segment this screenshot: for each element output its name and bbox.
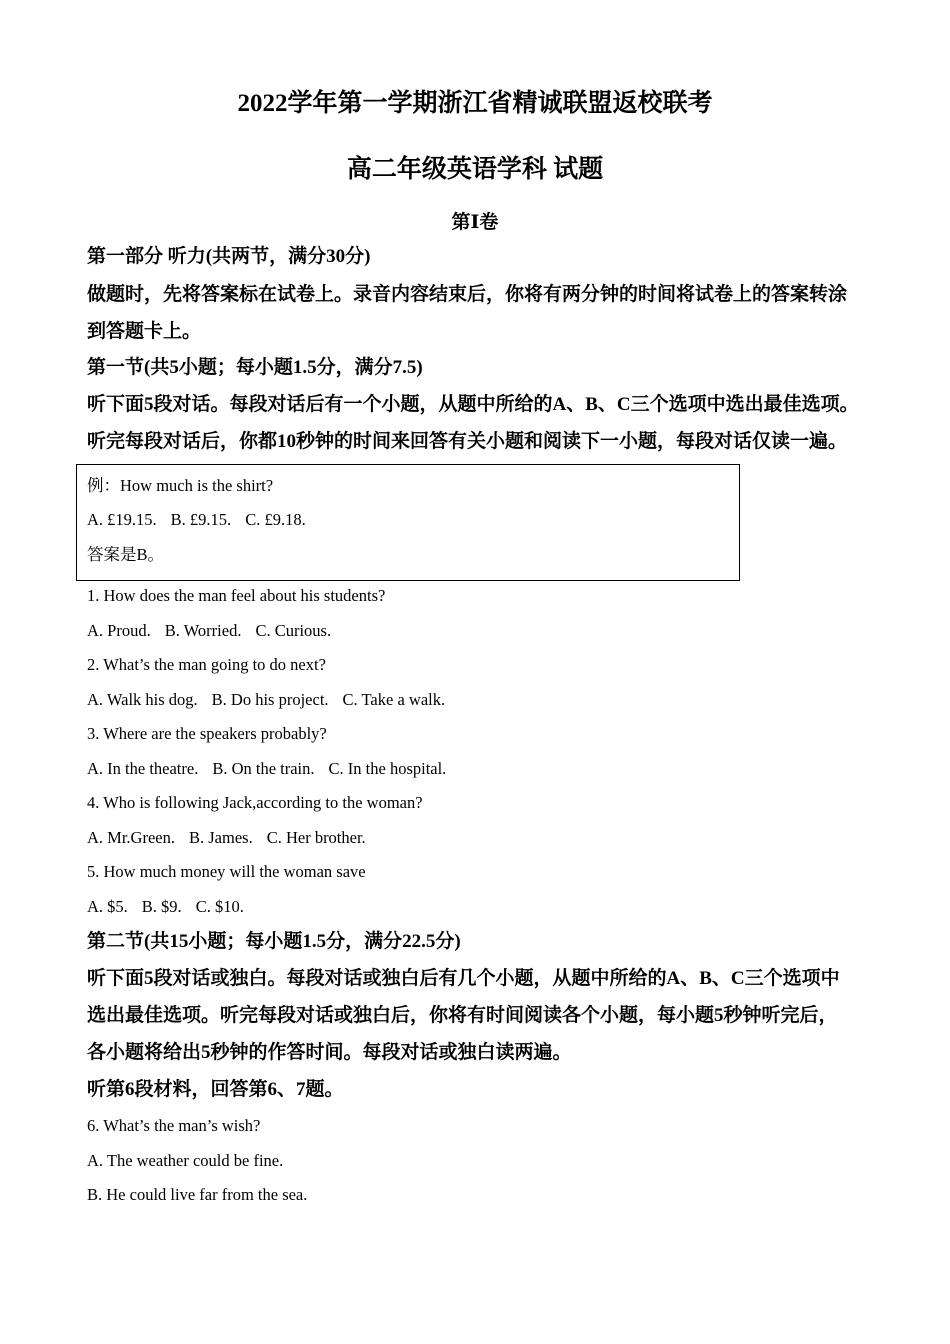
part1-instruction-line2: 到答题卡上。 (87, 321, 202, 342)
question-stem: 2. What’s the man going to do next? (87, 655, 326, 674)
option: A. In the theatre. (87, 759, 199, 778)
question-stem: 6. What’s the man’s wish? (87, 1116, 261, 1135)
option: A. $5. (87, 897, 128, 916)
option: C. £9.18. (245, 510, 306, 529)
section2-heading: 第二节(共15小题；每小题1.5分，满分22.5分) (87, 931, 461, 952)
part1-heading: 第一部分 听力(共两节，满分30分) (87, 246, 371, 267)
section2-instruction-line1: 听下面5段对话或独白。每段对话或独白后有几个小题，从题中所给的A、B、C三个选项中 (87, 968, 840, 989)
question-options (87, 827, 366, 849)
option: C. $10. (195, 897, 244, 916)
example-answer: 答案是B。 (87, 545, 165, 564)
option: B. James. (188, 828, 253, 847)
question-stem: 4. Who is following Jack,according to the woman? (87, 793, 423, 812)
question-options (87, 758, 446, 780)
section1-instruction-line2: 听完每段对话后，你都10秒钟的时间来回答有关小题和阅读下一小题，每段对话仅读一遍。 (87, 431, 848, 452)
option: B. £9.15. (170, 510, 232, 529)
question-option: A. The weather could be fine. (87, 1151, 284, 1170)
example-options (87, 509, 306, 531)
option: C. Take a walk. (342, 690, 446, 709)
question-option: B. He could live far from the sea. (87, 1185, 308, 1204)
question-options (87, 896, 244, 918)
option: C. Her brother. (266, 828, 366, 847)
exam-subtitle: 高二年级英语学科 试题 (346, 156, 604, 183)
question-stem: 5. How much money will the woman save (87, 862, 366, 881)
section1-instruction-line1: 听下面5段对话。每段对话后有一个小题，从题中所给的A、B、C三个选项中选出最佳选项。 (87, 394, 859, 415)
option: B. On the train. (212, 759, 315, 778)
option: A. Walk his dog. (87, 690, 198, 709)
option: B. Worried. (164, 621, 242, 640)
option: A. Mr.Green. (87, 828, 175, 847)
example-question: 例：How much is the shirt? (87, 476, 274, 495)
section2-instruction-line3: 各小题将给出5秒钟的作答时间。每段对话或独白读两遍。 (87, 1042, 572, 1063)
section1-heading: 第一节(共5小题；每小题1.5分，满分7.5) (87, 357, 423, 378)
option: C. Curious. (255, 621, 332, 640)
question-options (87, 689, 445, 711)
option: A. Proud. (87, 621, 151, 640)
exam-title: 2022学年第一学期浙江省精诚联盟返校联考 (237, 90, 713, 117)
question-options (87, 620, 331, 642)
option: C. In the hospital. (328, 759, 447, 778)
option: A. £19.15. (87, 510, 157, 529)
material-6-heading: 听第6段材料，回答第6、7题。 (87, 1079, 344, 1100)
part1-instruction-line1: 做题时，先将答案标在试卷上。录音内容结束后，你将有两分钟的时间将试卷上的答案转涂 (87, 284, 848, 305)
question-stem: 3. Where are the speakers probably? (87, 724, 327, 743)
volume-label: 第Ⅰ卷 (451, 212, 499, 233)
section2-instruction-line2: 选出最佳选项。听完每段对话或独白后，你将有时间阅读各个小题，每小题5秒钟听完后， (87, 1005, 838, 1026)
question-stem: 1. How does the man feel about his students? (87, 586, 386, 605)
option: B. Do his project. (211, 690, 329, 709)
option: B. $9. (141, 897, 182, 916)
